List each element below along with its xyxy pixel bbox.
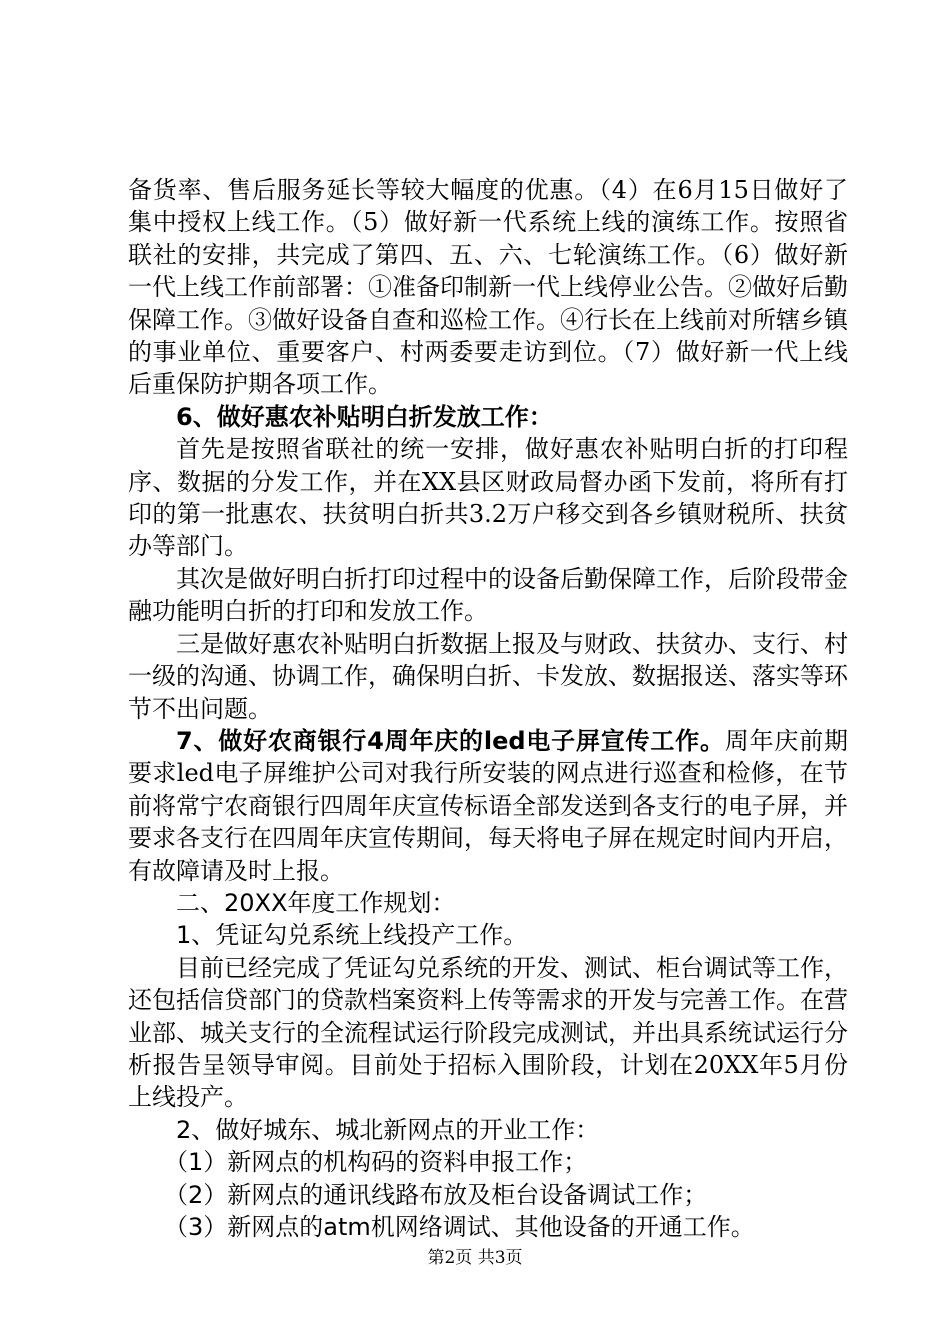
paragraph-upgrade-summary: 备货率、售后服务延长等较大幅度的优惠。（4）在6月15日做好了集中授权上线工作。（5）做好新一代系统上线的演练工作。按照省联社的安排，共完成了第四、五、六、七轮演练工作。（6）做好新一代上线工作前部署：①准备印制新一代上线停业公告。②做好后勤保障工作。③做好设备自查和巡检工作。④行长在上线前对所辖乡镇的事业单位、重要客户、村两委要走访到位。（7）做好新一代上线后重保防护期各项工作。 xyxy=(128,176,848,399)
list-item: （1）新网点的机构码的资料申报工作； xyxy=(164,1148,588,1177)
list-item: （3）新网点的atm机网络调试、其他设备的开通工作。 xyxy=(164,1213,755,1241)
heading-voucher-system: 1、凭证勾兑系统上线投产工作。 xyxy=(176,921,528,950)
heading-anniversary-led: 7、做好农商银行4周年庆的led电子屏宣传工作。 xyxy=(176,726,725,755)
paragraph-subsidy-second: 其次是做好明白折打印过程中的设备后勤保障工作，后阶段带金融功能明白折的打印和发放工作。 xyxy=(128,564,848,626)
anniversary-details: 周年庆前期要求led电子屏维护公司对我行所安装的网点进行巡查和检修，在节前将常宁农商银行四周年庆宣传标语全部发送到各支行的电子屏，并要求各支行在四周年庆宣传期间，每天将电子屏在规定时间内开启，有故障请及时上报。 xyxy=(128,726,848,885)
heading-annual-plan: 二、20XX年度工作规划： xyxy=(176,888,456,917)
heading-new-branches: 2、做好城东、城北新网点的开业工作： xyxy=(176,1115,600,1144)
list-item: （2）新网点的通讯线路布放及柜台设备调试工作； xyxy=(164,1180,708,1209)
paragraph-subsidy-third: 三是做好惠农补贴明白折数据上报及与财政、扶贫办、支行、村一级的沟通、协调工作，确保明白折、卡发放、数据报送、落实等环节不出问题。 xyxy=(128,629,848,723)
paragraph-anniversary xyxy=(128,725,848,887)
page-number-footer: 第2页 共3页 xyxy=(427,1248,523,1268)
paragraph-voucher-system: 目前已经完成了凭证勾兑系统的开发、测试、柜台调试等工作，还包括信贷部门的贷款档案资料上传等需求的开发与完善工作。在营业部、城关支行的全流程试运行阶段完成测试，并出具系统试运行分析报告呈领导审阅。目前处于招标入围阶段，计划在20XX年5月份上线投产。 xyxy=(128,953,848,1112)
heading-subsidy-passbook: 6、做好惠农补贴明白折发放工作： xyxy=(176,402,553,431)
paragraph-subsidy-first: 首先是按照省联社的统一安排，做好惠农补贴明白折的打印程序、数据的分发工作，并在XX县区财政局督办函下发前，将所有打印的第一批惠农、扶贫明白折共3.2万户移交到各乡镇财税所、扶贫办等部门。 xyxy=(128,435,848,561)
document-body xyxy=(128,174,848,1243)
